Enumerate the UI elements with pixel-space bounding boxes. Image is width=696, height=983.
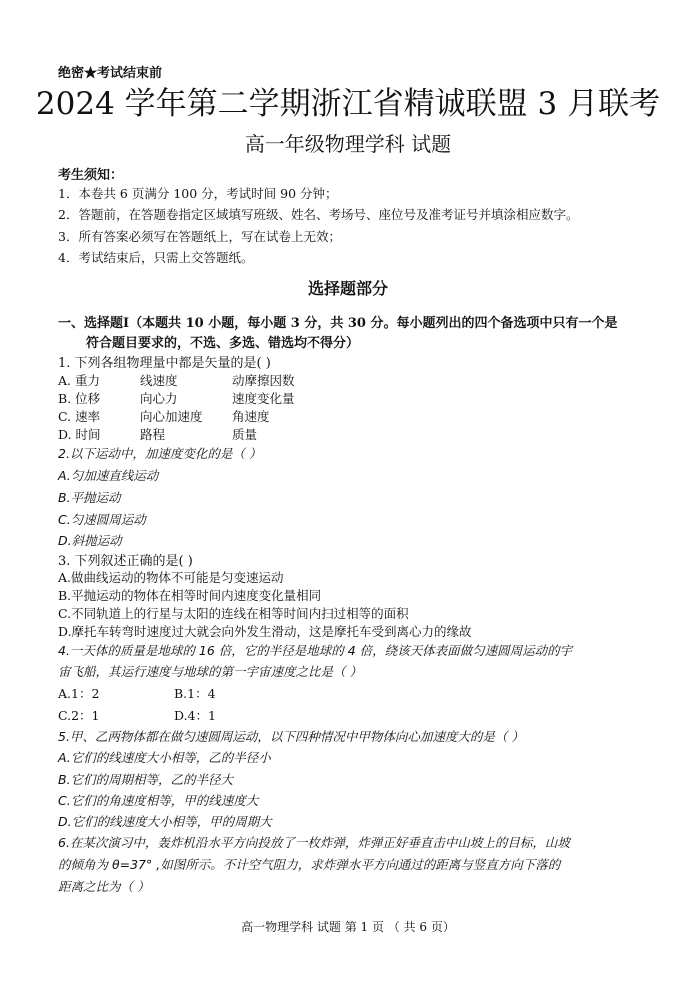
q2-option: A.匀加速直线运动 bbox=[58, 468, 159, 483]
notice-item: 4．考试结束后，只需上交答题纸。 bbox=[58, 250, 254, 265]
q4-option: A.1：2 bbox=[58, 686, 100, 701]
q1-option: D. 时间 bbox=[58, 427, 101, 442]
notice-item: 2．答题前，在答题卷指定区域填写班级、姓名、考场号、座位号及准考证号并填涂相应数字。 bbox=[58, 207, 579, 222]
page-footer: 高一物理学科 试题 第 1 页 （ 共 6 页） bbox=[241, 920, 455, 934]
q1-option: B. 位移 bbox=[58, 391, 101, 406]
section-title: 选择题部分 bbox=[307, 279, 388, 298]
part-instructions-line2: 符合题目要求的，不选、多选、错选均不得分） bbox=[86, 336, 360, 351]
q1-option: A. 重力 bbox=[58, 373, 100, 388]
question-1-stem: 1. 下列各组物理量中都是矢量的是( ) bbox=[58, 356, 271, 371]
q2-option: C.匀速圆周运动 bbox=[58, 512, 146, 527]
part-instructions-line1: 一、选择题Ⅰ（本题共 10 小题，每小题 3 分，共 30 分。每小题列出的四个备选项中只有一个是 bbox=[58, 316, 618, 331]
q1-option: 路程 bbox=[140, 427, 166, 442]
confidential-mark: 绝密★考试结束前 bbox=[58, 66, 163, 81]
q1-option: 质量 bbox=[232, 427, 258, 442]
question-6-line3: 距离之比为（ ） bbox=[58, 879, 150, 894]
q5-option: A.它们的线速度大小相等，乙的半径小 bbox=[58, 750, 271, 765]
q1-option: C. 速率 bbox=[58, 409, 101, 424]
q3-option: A.做曲线运动的物体不可能是匀变速运动 bbox=[58, 570, 284, 585]
notice-item: 1．本卷共 6 页满分 100 分，考试时间 90 分钟； bbox=[58, 186, 338, 201]
q3-option: D.摩托车转弯时速度过大就会向外发生滑动，这是摩托车受到离心力的缘故 bbox=[58, 624, 472, 639]
question-6-line2: 的倾角为 θ=37° ,如图所示。不计空气阻力，求炸弹水平方向通过的距离与竖直方向下落的 bbox=[58, 857, 561, 872]
q4-option: B.1：4 bbox=[174, 686, 216, 701]
q1-option: 向心力 bbox=[140, 391, 178, 406]
q1-option: 向心加速度 bbox=[140, 409, 203, 424]
exam-title: 2024 学年第二学期浙江省精诚联盟 3 月联考 bbox=[35, 86, 661, 122]
q5-option: D.它们的线速度大小相等，甲的周期大 bbox=[58, 814, 272, 829]
q5-option: B.它们的周期相等，乙的半径大 bbox=[58, 772, 234, 787]
question-5-stem: 5.甲、乙两物体都在做匀速圆周运动，以下四种情况中甲物体向心加速度大的是（ ） bbox=[58, 729, 524, 744]
q5-option: C.它们的角速度相等，甲的线速度大 bbox=[58, 793, 259, 808]
question-6-line1: 6.在某次演习中，轰炸机沿水平方向投放了一枚炸弹，炸弹正好垂直击中山坡上的目标，山坡 bbox=[58, 835, 570, 850]
exam-subtitle: 高一年级物理学科 试题 bbox=[244, 132, 452, 156]
q1-option: 速度变化量 bbox=[232, 391, 295, 406]
question-4-stem-line1: 4.一天体的质量是地球的 16 倍，它的半径是地球的 4 倍，绕该天体表面做匀速圆周运动的宇 bbox=[58, 643, 573, 658]
notice-heading: 考生须知： bbox=[58, 168, 124, 183]
q3-option: B.平抛运动的物体在相等时间内速度变化量相同 bbox=[58, 588, 322, 603]
q1-option: 动摩擦因数 bbox=[232, 373, 295, 388]
q1-option: 线速度 bbox=[140, 373, 178, 388]
q4-option: C.2：1 bbox=[58, 708, 100, 723]
notice-item: 3．所有答案必须写在答题纸上，写在试卷上无效； bbox=[58, 229, 341, 244]
q4-option: D.4：1 bbox=[174, 708, 216, 723]
question-4-stem-line2: 宙飞船，其运行速度与地球的第一宇宙速度之比是（ ） bbox=[58, 664, 362, 679]
question-2-stem: 2.以下运动中，加速度变化的是（ ） bbox=[58, 446, 262, 461]
q2-option: B.平抛运动 bbox=[58, 490, 121, 505]
q1-option: 角速度 bbox=[232, 409, 270, 424]
q3-option: C.不同轨道上的行星与太阳的连线在相等时间内扫过相等的面积 bbox=[58, 606, 409, 621]
q2-option: D.斜抛运动 bbox=[58, 533, 122, 548]
question-3-stem: 3. 下列叙述正确的是( ) bbox=[58, 554, 193, 569]
